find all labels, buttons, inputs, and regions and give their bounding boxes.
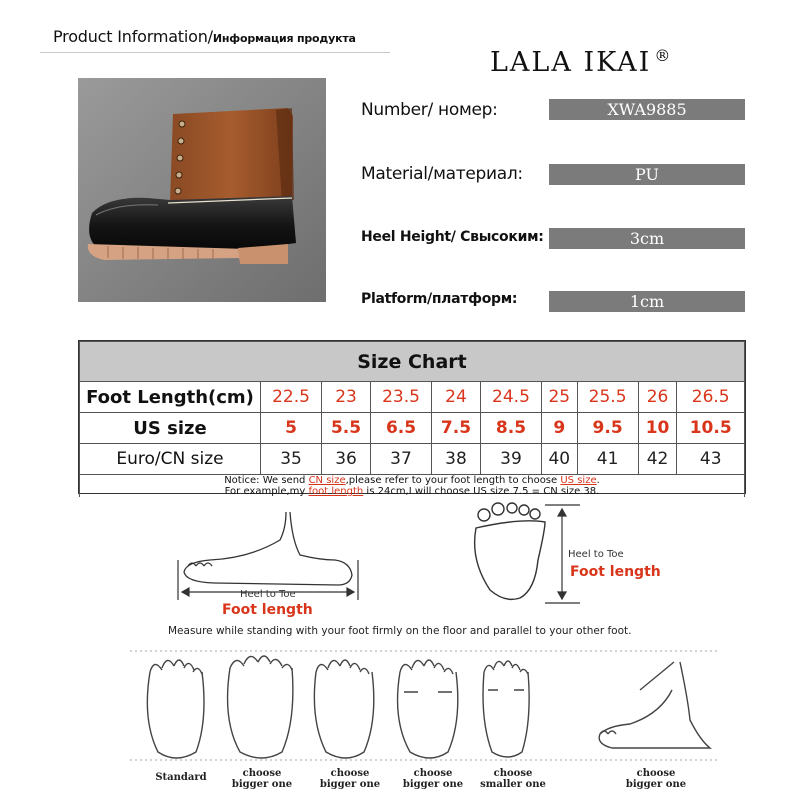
foot-length-cell: 23	[322, 382, 371, 413]
us-size-cell: 10.5	[677, 413, 745, 444]
caption-3-line1: choose	[330, 768, 370, 779]
caption-6-line2: bigger one	[625, 779, 687, 790]
foot-length-label-2: Foot length	[570, 564, 661, 580]
foot-length-cell: 25	[542, 382, 578, 413]
foot-length-cell: 23.5	[370, 382, 431, 413]
foot-length-cell: 25.5	[577, 382, 638, 413]
euro-size-cell: 35	[261, 444, 322, 475]
foot-length-cell: 26.5	[677, 382, 745, 413]
foot-length-cell: 24	[432, 382, 481, 413]
foot-length-label-1: Foot length	[222, 602, 313, 618]
us-size-cell: 10	[638, 413, 677, 444]
caption-5-line2: smaller one	[480, 779, 546, 790]
spec-material-label: Material/материал:	[361, 164, 523, 184]
euro-size-cell: 36	[322, 444, 371, 475]
us-size-cell: 9	[542, 413, 578, 444]
measure-instructions: Measure while standing with your foot firmly on the floor and parallel to your other foot.	[168, 625, 632, 637]
euro-size-cell: 37	[370, 444, 431, 475]
caption-5-line1: choose	[493, 768, 533, 779]
registered-mark: ®	[654, 46, 671, 65]
title-en: Product Information/	[53, 27, 213, 46]
foot-length-cell: 26	[638, 382, 677, 413]
euro-size-cell: 38	[432, 444, 481, 475]
foot-thick-icon	[314, 660, 373, 758]
notice-part: .	[596, 475, 600, 486]
foot-wide-icon	[228, 656, 293, 758]
euro-size-cell: 43	[677, 444, 745, 475]
heel-to-toe-label: Heel to Toe	[240, 589, 296, 600]
caption-standard: Standard	[155, 772, 207, 783]
foot-length-label: Foot Length(cm)	[80, 382, 261, 413]
spec-heel-value: 3cm	[549, 228, 745, 249]
notice-part: is 24cm,I will choose US size 7.5 = CN size 38.	[363, 486, 600, 497]
us-size-cell: 6.5	[370, 413, 431, 444]
foot-standard-icon	[147, 660, 204, 758]
brand-name: LALA IKAI	[490, 47, 652, 78]
notice-part: For example,my	[224, 486, 309, 497]
euro-size-cell: 42	[638, 444, 677, 475]
foot-high-arch-icon	[398, 660, 458, 758]
us-size-cell: 8.5	[480, 413, 541, 444]
euro-size-cell: 39	[480, 444, 541, 475]
us-size-label: US size	[80, 413, 261, 444]
caption-4-line2: bigger one	[402, 779, 464, 790]
spec-platform-value: 1cm	[549, 291, 745, 312]
top-foot-icon	[475, 503, 545, 599]
spec-number-value: XWA9885	[549, 99, 745, 120]
notice-part: Notice: We send	[224, 475, 309, 486]
size-chart-title: Size Chart	[80, 342, 745, 382]
notice-us-size: US size	[560, 475, 597, 486]
spec-heel-label: Heel Height/ Свысоким:	[361, 229, 544, 245]
caption-2-line1: choose	[242, 768, 282, 779]
us-size-cell: 9.5	[577, 413, 638, 444]
foot-instep-icon	[599, 662, 710, 748]
foot-length-cell: 24.5	[480, 382, 541, 413]
euro-size-cell: 41	[577, 444, 638, 475]
notice-foot-length: foot length	[308, 486, 364, 497]
caption-2-line2: bigger one	[231, 779, 293, 790]
foot-length-cell: 22.5	[261, 382, 322, 413]
euro-size-cell: 40	[542, 444, 578, 475]
spec-material-value: PU	[549, 164, 745, 185]
spec-platform-label: Platform/платформ:	[361, 291, 518, 307]
us-size-cell: 5	[261, 413, 322, 444]
title-ru: Информация продукта	[212, 32, 356, 45]
heel-to-toe-label-2: Heel to Toe	[568, 549, 624, 560]
foot-narrow-icon	[483, 661, 529, 757]
euro-size-label: Euro/CN size	[80, 444, 261, 475]
caption-6-line1: choose	[636, 768, 676, 779]
side-foot-icon	[184, 512, 352, 585]
caption-4-line1: choose	[413, 768, 453, 779]
us-size-cell: 5.5	[322, 413, 371, 444]
caption-3-line2: bigger one	[319, 779, 381, 790]
us-size-cell: 7.5	[432, 413, 481, 444]
notice-part: ,please refer to your foot length to choose	[345, 475, 561, 486]
spec-number-label: Number/ номер:	[361, 100, 498, 120]
notice-cn-size: CN size	[308, 475, 346, 486]
